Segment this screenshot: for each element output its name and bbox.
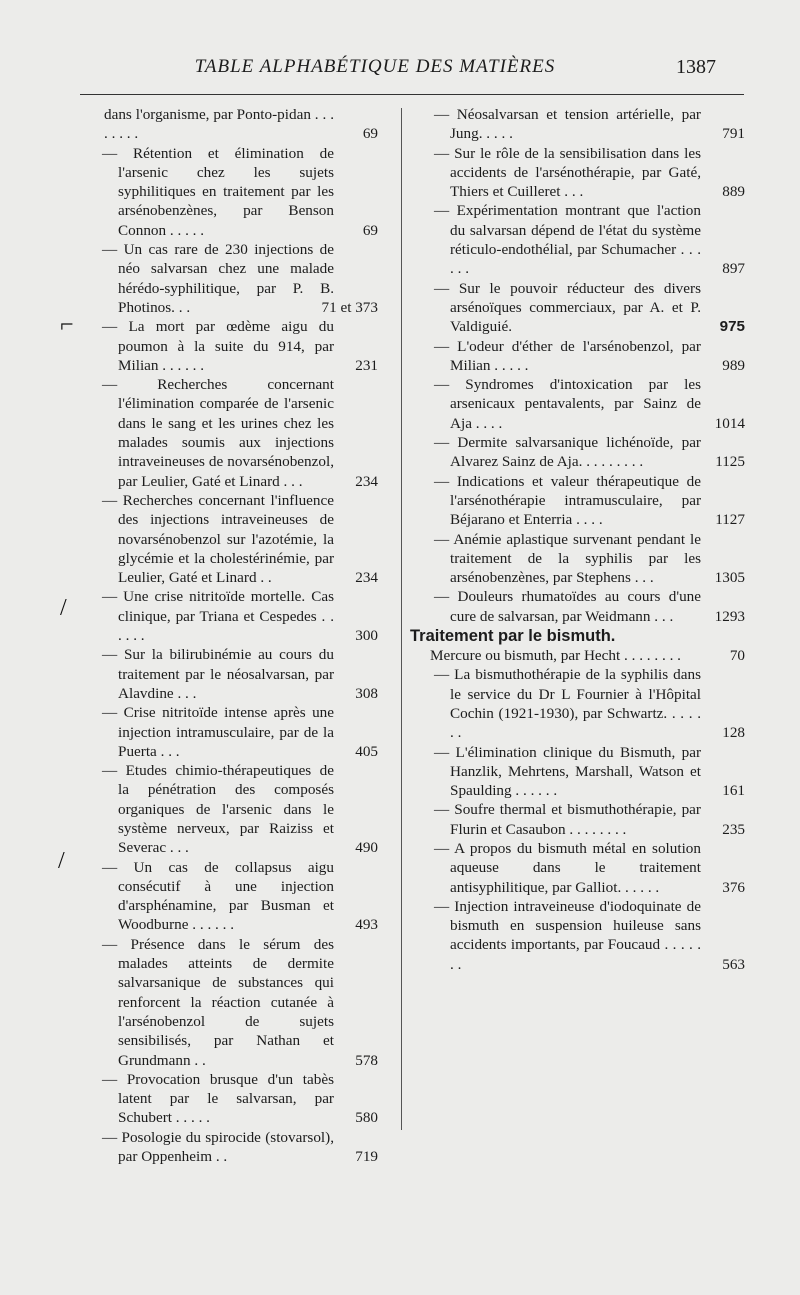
entry-page-ref: 70 bbox=[729, 647, 745, 665]
index-entry bbox=[78, 1128, 378, 1167]
entry-page-ref: 235 bbox=[722, 820, 745, 838]
entry-text: — La bismuthothérapie de la syphilis dans le service du Dr L Fournier à l'Hôpital Cochin (1921-1930), par Schwartz. . . . . . . bbox=[434, 666, 701, 742]
entry-text: — Un cas rare de 230 injections de néo salvarsan chez une malade hérédo-syphilitique, par P. B. Photinos. . . bbox=[102, 241, 334, 316]
entry-text: — Néosalvarsan et tension artérielle, par Jung. . . . . bbox=[434, 106, 701, 143]
entry-text: — Une crise nitritoïde mortelle. Cas clinique, par Triana et Cespedes . . . . . . bbox=[102, 588, 334, 645]
entry-text: — Provocation brusque d'un tabès latent par le salvarsan, par Schubert . . . . . bbox=[102, 1070, 334, 1127]
index-entry bbox=[410, 433, 745, 472]
header-rule bbox=[80, 94, 744, 95]
index-entry bbox=[78, 935, 378, 1070]
index-entry bbox=[410, 587, 745, 626]
entry-page-ref: 161 bbox=[722, 782, 745, 800]
entry-text: — A propos du bismuth métal en solution aqueuse dans le traitement antisyphilitique, par Galliot. . . . . . bbox=[434, 839, 701, 896]
entry-page-ref: 493 bbox=[355, 916, 378, 934]
entry-text: — Douleurs rhumatoïdes au cours d'une cure de salvarsan, par Weidmann . . . bbox=[434, 588, 701, 625]
entry-text: — Un cas de collapsus aigu consécutif à une injection d'arsphénamine, par Busman et Woodburne . . . . . . bbox=[102, 858, 334, 934]
index-entry bbox=[78, 105, 378, 144]
entry-page-ref: 308 bbox=[355, 684, 378, 702]
margin-mark: / bbox=[58, 848, 65, 874]
section-heading: Traitement par le bismuth. bbox=[410, 627, 616, 646]
entry-page-ref: 1125 bbox=[715, 453, 745, 471]
entry-page-ref: 234 bbox=[355, 569, 378, 587]
index-entry bbox=[410, 800, 745, 839]
entry-text: — Recherches concernant l'élimination comparée de l'arsenic dans le sang et les urines chez les malades soumis aux injections intraveineuses de novarsénobenzol, par Leulier, Gaté et Linard . . . bbox=[102, 376, 334, 490]
entry-text: — Sur le pouvoir réducteur des divers arsénoïques commerciaux, par A. et P. Valdiguié. bbox=[434, 279, 701, 336]
index-entry bbox=[78, 761, 378, 857]
entry-page-ref: 71 et 373 bbox=[321, 298, 378, 316]
entry-page-ref: 300 bbox=[355, 627, 378, 645]
entry-page-ref: 1014 bbox=[714, 414, 745, 432]
index-entry bbox=[410, 897, 745, 974]
index-entry bbox=[410, 105, 745, 144]
entry-text: Mercure ou bismuth, par Hecht . . . . . . . . bbox=[430, 647, 681, 665]
running-header-title: TABLE ALPHABÉTIQUE DES MATIÈRES bbox=[194, 56, 556, 77]
index-entry bbox=[78, 491, 378, 587]
entry-page-ref: 897 bbox=[722, 260, 745, 278]
index-entry bbox=[78, 587, 378, 645]
index-entry bbox=[410, 665, 745, 742]
entry-page-ref: 1293 bbox=[714, 607, 745, 625]
index-entry bbox=[78, 240, 378, 317]
index-entry bbox=[410, 646, 745, 665]
page-number: 1387 bbox=[676, 56, 716, 78]
right-column bbox=[410, 105, 745, 974]
index-entry bbox=[78, 144, 378, 240]
index-entry bbox=[78, 858, 378, 935]
margin-mark: / bbox=[60, 595, 67, 621]
entry-page-ref: 490 bbox=[355, 839, 378, 857]
entry-page-ref: 791 bbox=[722, 125, 745, 143]
entry-text: — Crise nitritoïde intense après une injection intramusculaire, par de la Puerta . . . bbox=[102, 704, 334, 760]
entry-text: — Sur la bilirubinémie au cours du traitement par le néosalvarsan, par Alavdine . . . bbox=[102, 646, 334, 702]
index-entry bbox=[78, 703, 378, 761]
index-entry bbox=[410, 839, 745, 897]
index-entry bbox=[78, 317, 378, 375]
index-entry bbox=[410, 144, 745, 202]
entry-text: — Indications et valeur thérapeutique de l'arsénothérapie intramusculaire, par Béjarano et Enterria . . . . bbox=[434, 472, 701, 529]
entry-text: dans l'organisme, par Ponto-pidan . . . . . . . . bbox=[104, 106, 334, 143]
entry-page-ref: 578 bbox=[355, 1051, 378, 1069]
entry-text: — Soufre thermal et bismuthothérapie, par Flurin et Casaubon . . . . . . . . bbox=[434, 801, 701, 838]
entry-text: — Injection intraveineuse d'iodoquinate de bismuth en suspension huileuse sans accidents importants, par Foucaud . . . . . . . bbox=[434, 897, 701, 973]
index-entry bbox=[78, 645, 378, 703]
entry-page-ref: 405 bbox=[355, 742, 378, 760]
entry-text: — La mort par œdème aigu du poumon à la suite du 914, par Milian . . . . . . bbox=[102, 318, 334, 374]
entry-text: — Anémie aplastique survenant pendant le traitement de la syphilis par les arsénobenzènes, par Stephens . . . bbox=[434, 530, 701, 587]
entry-page-ref: 234 bbox=[355, 472, 378, 490]
entry-page-ref: 69 bbox=[362, 221, 378, 239]
entry-page-ref: 889 bbox=[722, 183, 745, 201]
margin-mark: ⌐ bbox=[60, 312, 74, 338]
index-entry bbox=[410, 279, 745, 337]
entry-text: — Dermite salvarsanique lichénoïde, par Alvarez Sainz de Aja. . . . . . . . . bbox=[434, 434, 701, 471]
entry-text: — Sur le rôle de la sensibilisation dans les accidents de l'arsénothérapie, par Gaté, Thiers et Cuilleret . . . bbox=[434, 144, 701, 201]
entry-page-ref: 376 bbox=[722, 878, 745, 896]
entry-page-ref: 719 bbox=[355, 1148, 378, 1166]
index-entry bbox=[78, 1070, 378, 1128]
entry-text: — Recherches concernant l'influence des injections intraveineuses de novarsénobenzol sur l'azotémie, la glycémie et la cholestérinémie, par Leulier, Gaté et Linard . . bbox=[102, 491, 334, 587]
entry-text: — L'odeur d'éther de l'arsénobenzol, par Milian . . . . . bbox=[434, 337, 701, 374]
entry-page-ref: 563 bbox=[722, 955, 745, 973]
index-entry bbox=[410, 375, 745, 433]
entry-text: — Posologie du spirocide (stovarsol), par Oppenheim . . bbox=[102, 1128, 334, 1166]
entry-text: — Expérimentation montrant que l'action du salvarsan dépend de l'état du système réticulo-endothélial, par Schumacher . . . . . . bbox=[434, 202, 701, 278]
index-entry bbox=[410, 743, 745, 801]
entry-page-ref: 580 bbox=[355, 1109, 378, 1127]
index-entry bbox=[410, 201, 745, 278]
entry-text: — Syndromes d'intoxication par les arsenicaux pentavalents, par Sainz de Aja . . . . bbox=[434, 376, 701, 432]
entry-text: — Présence dans le sérum des malades atteints de dermite salvarsanique de substances qui renforcent la réaction cutanée à l'arsénobenzol de sujets sensibilisés, par Nathan et Grundmann . . bbox=[102, 935, 334, 1069]
index-entry bbox=[78, 375, 378, 491]
index-entry bbox=[410, 472, 745, 530]
index-entry bbox=[410, 530, 745, 588]
index-entry bbox=[410, 337, 745, 376]
entry-page-ref: 128 bbox=[722, 724, 745, 742]
entry-text: — Etudes chimio-thérapeutiques de la pénétration des composés organiques de l'arsenic dans le système nerveux, par Raiziss et Severac . . . bbox=[102, 762, 334, 857]
entry-page-ref: 1127 bbox=[715, 511, 745, 529]
entry-text: — Rétention et élimination de l'arsenic chez les sujets syphilitiques en traitement par les arsénobenzènes, par Benson Connon . . . . . bbox=[102, 144, 334, 239]
entry-page-ref: 989 bbox=[722, 356, 745, 374]
entry-page-ref: 1305 bbox=[714, 569, 745, 587]
entry-text: — L'élimination clinique du Bismuth, par Hanzlik, Mehrtens, Marshall, Watson et Spaulding . . . . . . bbox=[434, 743, 701, 800]
entry-page-ref: 231 bbox=[355, 356, 378, 374]
column-divider bbox=[401, 108, 402, 1130]
left-column bbox=[78, 105, 378, 1166]
entry-page-ref: 975 bbox=[719, 318, 745, 336]
entry-page-ref: 69 bbox=[362, 125, 378, 143]
